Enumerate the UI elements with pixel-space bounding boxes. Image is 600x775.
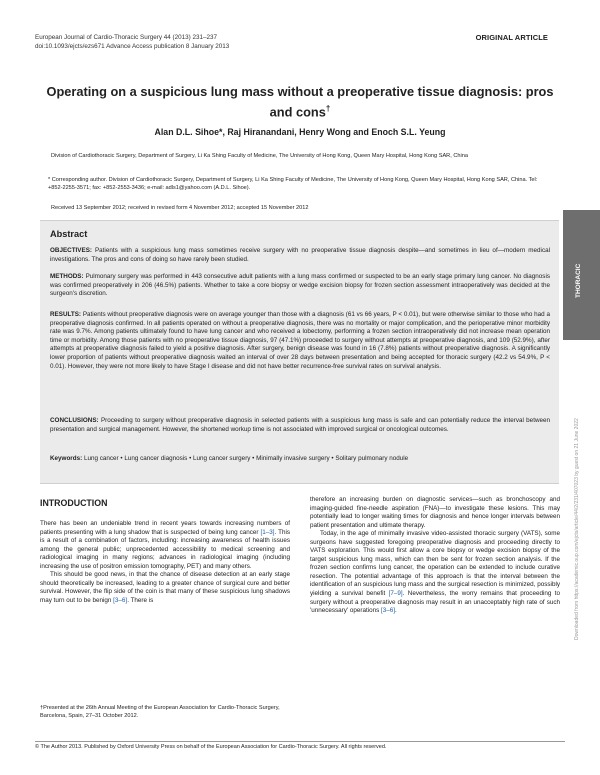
keywords-label: Keywords: [50, 455, 83, 462]
side-tab-label: THORACIC [575, 263, 582, 298]
keywords-text: Lung cancer • Lung cancer diagnosis • Lung cancer surgery • Minimally invasive surgery • Solitary pulmonary nodule [83, 455, 409, 462]
journal-citation [35, 33, 229, 51]
intro-paragraph-4 [310, 530, 560, 615]
received-dates: Received 13 September 2012; received in revised form 4 November 2012; accepted 15 November 2012 [51, 205, 309, 211]
author-list: Alan D.L. Sihoe*, Raj Hiranandani, Henry Wong and Enoch S.L. Yeung [154, 127, 446, 137]
conclusions-label: CONCLUSIONS: [50, 417, 99, 424]
intro-paragraph-1 [40, 520, 290, 571]
article-title [40, 83, 560, 120]
citation-link[interactable]: [3–6] [381, 607, 396, 615]
objectives-label: OBJECTIVES: [50, 247, 92, 254]
intro-paragraph-3: therefore an increasing burden on diagnostic services—such as bronchoscopy and imaging-guided fine-needle aspiration (FNA)—to investigate these lesions. This may potentially lead to longer waiting times for diagnosis and hence longer intervals between patient presentation and ultimate therapy. [310, 496, 560, 529]
results-text: Patients without preoperative diagnosis were on average younger than those with a diagnosis (61 vs 66 years, P < 0.01), but were otherwise similar to those who had a preoperative diagnosis confirmed. In all patients operated on without a preoperative diagnosis, there was no mortality or major complication, and the perioperative minor morbidity rate was 9.7%. Among patients ultimately found to have lung cancer and who received a lobectomy, performing a frozen section intraoperatively did not increase mean operation time or morbidity. Among those patients with no preoperative tissue diagnosis, 97 (47.1%) proceeded to surgery without attempts at preoperative diagnosis, and 109 (52.9%), after attempts at preoperative diagnosis failed to yield a positive diagnosis. After surgery, benign disease was found in 16 (7.8%) patients without preoperative diagnosis. A significantly lower proportion of patients without preoperative diagnosis waited an interval of over 28 days between presentation and being accepted for thoracic surgery (42.2 vs 54.9%, P < 0.01). However, they were not more likely to have Stage I disease and did not have better recurrence-free survival rates on survival analysis. [50, 311, 550, 370]
intro-p4-text-a: Today, in the age of minimally invasive video-assisted thoracic surgery (VATS), some surgeons have suggested foregoing preoperative diagnosis and proceeding directly to VATS exploration. This would first allow a core biopsy or wedge excision biopsy of the target suspicious lung mass, which can then be sent for frozen section analysis. If the frozen section confirms lung cancer, the operation can be extended to include curative resection. The potential advantage of this approach is that the interval between the identification of an suspicious lung mass and the surgical resection is minimized, possibly yielding a survival benefit [310, 530, 560, 598]
abstract-box [40, 220, 559, 484]
journal-line-1: European Journal of Cardio-Thoracic Surgery 44 (2013) 231–237 [35, 34, 218, 41]
right-column [310, 496, 560, 616]
introduction-heading: INTRODUCTION [40, 498, 108, 508]
intro-p1-text-b: . This is a result of a combination of factors, including: increasing awareness of health issues among the general public; unprecedented accessibility to medical screening and radiological imaging in many regions; advances in radiological imaging (including increasing the use of positron emission tomography, PET) and many others. [40, 528, 291, 570]
footer-divider [35, 741, 565, 742]
results-label: RESULTS: [50, 311, 82, 318]
section-side-tab [563, 210, 600, 340]
intro-p4-text-c: . [395, 607, 397, 615]
intro-paragraph-2 [40, 571, 290, 605]
intro-p4-text-b: . Nevertheless, the worry remains that proceeding to surgery without a preoperative diagnosis may result in an unacceptably high rate of such 'unnecessary' operations [310, 590, 560, 615]
methods-text: Pulmonary surgery was performed in 443 consecutive adult patients with a lung mass confirmed or suspected to be an early stage primary lung cancer. No diagnosis was confirmed preoperatively in 206 (46.5%) patients. Whether to take a core biopsy or wedge excision biopsy for frozen section assessment intraoperatively was decided at the surgeon's discretion. [50, 273, 550, 298]
citation-link[interactable]: [7–9] [388, 590, 403, 598]
copyright-footer: © The Author 2013. Published by Oxford University Press on behalf of the European Association for Cardio-Thoracic Surgery. All rights reserved. [35, 744, 387, 750]
article-title-text: Operating on a suspicious lung mass without a preoperative tissue diagnosis: pros and cons [46, 84, 554, 120]
methods-label: METHODS: [50, 273, 84, 280]
footnote: †Presented at the 26th Annual Meeting of the European Association for Cardio-Thoracic Surgery, Barcelona, Spain, 27–31 October 2012. [40, 705, 280, 719]
citation-link[interactable]: [1–3] [260, 528, 275, 536]
article-type-label: ORIGINAL ARTICLE [475, 33, 548, 42]
intro-p2-text-b: . There is [127, 596, 154, 604]
affiliation: Division of Cardiothoracic Surgery, Department of Surgery, Li Ka Shing Faculty of Medicine, The University of Hong Kong, Queen Mary Hospital, Hong Kong SAR, China [51, 153, 468, 159]
abstract-conclusions [50, 417, 550, 434]
corresponding-author: * Corresponding author. Division of Cardiothoracic Surgery, Department of Surgery, Li Ka Shing Faculty of Medicine, The University of Hong Kong, Queen Mary Hospital, Hong Kong SAR, China. Tel: +852-2255-3571; fax: +852-2553-3436; e-mail: adls1@yahoo.com (A.D.L. Sihoe). [48, 177, 538, 192]
abstract-keywords [50, 455, 550, 464]
abstract-objectives [50, 247, 550, 264]
intro-p1-text-a: There has been an undeniable trend in recent years towards increasing numbers of patients presenting with a lung shadow that is suspected of being lung cancer [40, 520, 290, 536]
intro-p2-text-a: This should be good news, in that the chance of disease detection at an early stage should theoretically be increased, leading to a greater chance of surgical cure and better survival. However, the flip side of the coin is that many of these suspicious lung shadows may turn out to be benign [40, 571, 290, 604]
download-watermark: Downloaded from https://academic.oup.com/ejcts/article/44/2/231/407023 by guest on 21 June 2022 [574, 418, 580, 640]
citation-link[interactable]: [3–6] [113, 596, 128, 604]
abstract-methods [50, 273, 550, 299]
abstract-results [50, 311, 550, 371]
title-dagger: † [325, 104, 331, 113]
objectives-text: Patients with a suspicious lung mass sometimes receive surgery with no preoperative tissue diagnosis despite—and sometimes in lieu of—modern medical investigations. The pros and cons of doing so have rarely been studied. [50, 247, 551, 263]
abstract-heading: Abstract [50, 229, 88, 239]
journal-line-2: doi:10.1093/ejcts/ezs671 Advance Access publication 8 January 2013 [35, 43, 230, 50]
conclusions-text: Proceeding to surgery without preoperative diagnosis in selected patients with a suspicious lung mass is safe and can potentially reduce the interval between presentation and surgical management. However, the shortened workup time is not associated with improved surgical or oncological outcomes. [50, 417, 550, 433]
left-column [40, 520, 290, 605]
